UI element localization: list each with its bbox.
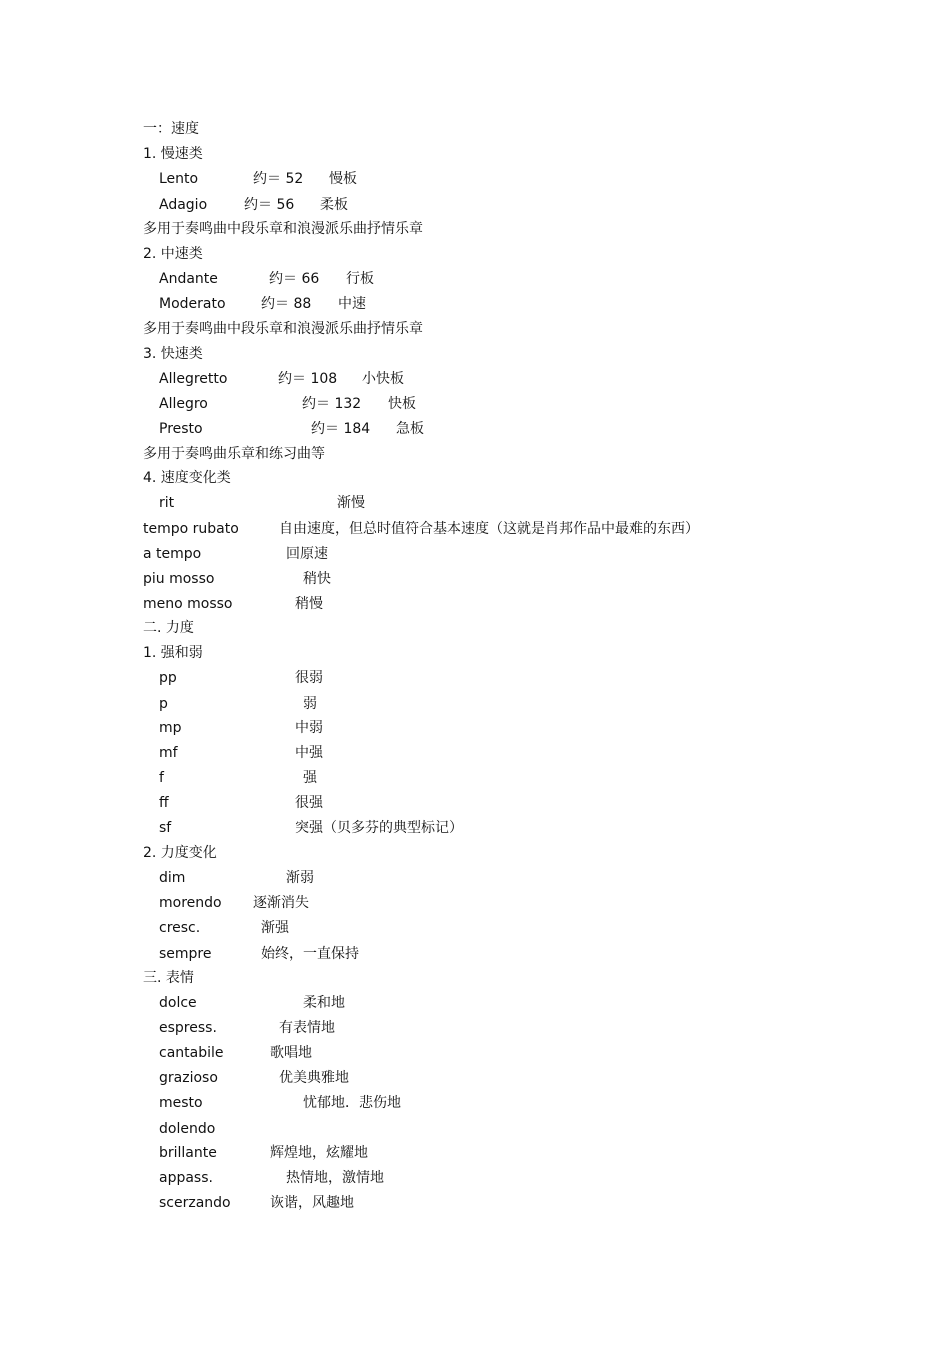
line-31-col-2: 渐弱 bbox=[286, 870, 314, 886]
line-28-col-1: ff bbox=[159, 795, 169, 811]
line-13-col-3: 急板 bbox=[396, 421, 424, 437]
line-24-col-1: p bbox=[159, 696, 168, 712]
line-3-col-3: 慢板 bbox=[329, 171, 357, 187]
line-43-col-1: appass. bbox=[159, 1170, 213, 1186]
line-44-col-2: 诙谐，风趣地 bbox=[270, 1195, 354, 1211]
line-25-col-2: 中弱 bbox=[295, 720, 323, 736]
line-17-col-2: 自由速度，但总时值符合基本速度（这就是肖邦作品中最难的东西） bbox=[279, 521, 699, 537]
line-34-col-2: 始终，一直保持 bbox=[261, 946, 359, 962]
line-11-col-3: 小快板 bbox=[362, 371, 404, 387]
line-8-col-3: 中速 bbox=[338, 296, 366, 312]
line-20-col-1: meno mosso bbox=[143, 596, 233, 612]
line-4-col-3: 柔板 bbox=[320, 197, 348, 213]
line-26-col-1: mf bbox=[159, 745, 178, 761]
line-40-col-1: mesto bbox=[159, 1095, 203, 1111]
line-42-col-1: brillante bbox=[159, 1145, 217, 1161]
line-40-col-2: 忧郁地．悲伤地 bbox=[303, 1095, 401, 1111]
line-23-col-2: 很弱 bbox=[295, 670, 323, 686]
line-18-col-2: 回原速 bbox=[286, 546, 328, 562]
line-25-col-1: mp bbox=[159, 720, 182, 736]
line-23-col-1: pp bbox=[159, 670, 177, 686]
line-32-col-1: morendo bbox=[159, 895, 222, 911]
line-3-col-2: 约＝ 52 bbox=[253, 171, 304, 187]
line-8-col-2: 约＝ 88 bbox=[261, 296, 312, 312]
line-30-col-1: 2. 力度变化 bbox=[143, 845, 217, 861]
line-4-col-2: 约＝ 56 bbox=[244, 197, 295, 213]
line-5-col-1: 多用于奏鸣曲中段乐章和浪漫派乐曲抒情乐章 bbox=[143, 221, 423, 237]
line-4-col-1: Adagio bbox=[159, 197, 208, 213]
line-14-col-1: 多用于奏鸣曲乐章和练习曲等 bbox=[143, 446, 325, 462]
line-32-col-2: 逐渐消失 bbox=[253, 895, 309, 911]
line-16-col-2: 渐慢 bbox=[337, 495, 365, 511]
line-17-col-1: tempo rubato bbox=[143, 521, 239, 537]
line-28-col-2: 很强 bbox=[295, 795, 323, 811]
line-29-col-1: sf bbox=[159, 820, 172, 836]
line-33-col-2: 渐强 bbox=[261, 920, 289, 936]
line-42-col-2: 辉煌地，炫耀地 bbox=[270, 1145, 368, 1161]
line-31-col-1: dim bbox=[159, 870, 186, 886]
line-44-col-1: scerzando bbox=[159, 1195, 231, 1211]
line-12-col-1: Allegro bbox=[159, 396, 208, 412]
line-11-col-1: Allegretto bbox=[159, 371, 228, 387]
line-16-col-1: rit bbox=[159, 495, 175, 511]
line-7-col-2: 约＝ 66 bbox=[269, 271, 320, 287]
line-36-col-1: dolce bbox=[159, 995, 197, 1011]
line-27-col-1: f bbox=[159, 770, 164, 786]
line-10-col-1: 3. 快速类 bbox=[143, 346, 203, 362]
line-15-col-1: 4. 速度变化类 bbox=[143, 470, 231, 486]
line-11-col-2: 约＝ 108 bbox=[278, 371, 338, 387]
line-21-col-1: 二. 力度 bbox=[143, 620, 194, 636]
line-39-col-1: grazioso bbox=[159, 1070, 218, 1086]
line-9-col-1: 多用于奏鸣曲中段乐章和浪漫派乐曲抒情乐章 bbox=[143, 321, 423, 337]
line-12-col-2: 约＝ 132 bbox=[302, 396, 362, 412]
line-22-col-1: 1. 强和弱 bbox=[143, 645, 203, 661]
line-7-col-3: 行板 bbox=[346, 271, 374, 287]
line-43-col-2: 热情地，激情地 bbox=[286, 1170, 384, 1186]
line-1-col-1: 一：速度 bbox=[143, 121, 199, 137]
line-24-col-2: 弱 bbox=[303, 696, 317, 712]
line-35-col-1: 三. 表情 bbox=[143, 970, 194, 986]
line-36-col-2: 柔和地 bbox=[303, 995, 345, 1011]
line-20-col-2: 稍慢 bbox=[295, 596, 323, 612]
line-29-col-2: 突强（贝多芬的典型标记） bbox=[295, 820, 463, 836]
line-38-col-1: cantabile bbox=[159, 1045, 224, 1061]
line-19-col-1: piu mosso bbox=[143, 571, 215, 587]
line-27-col-2: 强 bbox=[303, 770, 317, 786]
line-13-col-2: 约＝ 184 bbox=[311, 421, 371, 437]
line-8-col-1: Moderato bbox=[159, 296, 226, 312]
line-34-col-1: sempre bbox=[159, 946, 212, 962]
line-13-col-1: Presto bbox=[159, 421, 203, 437]
line-38-col-2: 歌唱地 bbox=[270, 1045, 312, 1061]
line-33-col-1: cresc. bbox=[159, 920, 201, 936]
line-37-col-1: espress. bbox=[159, 1020, 217, 1036]
line-12-col-3: 快板 bbox=[388, 396, 416, 412]
line-3-col-1: Lento bbox=[159, 171, 199, 187]
line-7-col-1: Andante bbox=[159, 271, 218, 287]
line-18-col-1: a tempo bbox=[143, 546, 202, 562]
line-6-col-1: 2. 中速类 bbox=[143, 246, 203, 262]
line-39-col-2: 优美典雅地 bbox=[279, 1070, 349, 1086]
line-26-col-2: 中强 bbox=[295, 745, 323, 761]
line-37-col-2: 有表情地 bbox=[279, 1020, 335, 1036]
line-41-col-1: dolendo bbox=[159, 1121, 216, 1137]
line-2-col-1: 1. 慢速类 bbox=[143, 146, 203, 162]
line-19-col-2: 稍快 bbox=[303, 571, 331, 587]
